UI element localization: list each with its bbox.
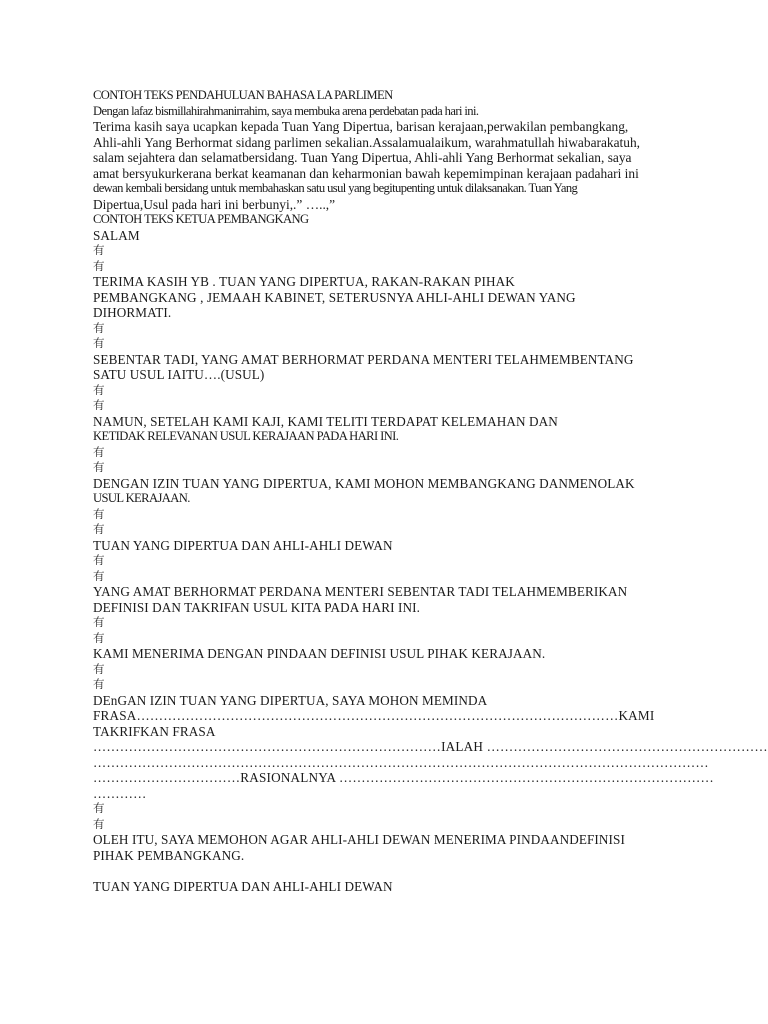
document-page: [93, 88, 768, 894]
marker-glyph: 有: [93, 677, 105, 691]
marker-glyph: 有: [93, 258, 105, 273]
para-8-line-5: …………………………………………………………………………………………………………………………: [93, 754, 709, 770]
para-2-line-1: SEBENTAR TADI, YANG AMAT BERHORMAT PERDANA MENTERI TELAHMEMBENTANG: [93, 351, 634, 367]
intro-line-7: Dipertua,Usul pada hari ini berbunyi,.” …..,”: [93, 196, 336, 212]
para-1-line-1: TERIMA KASIH YB . TUAN YANG DIPERTUA, RAKAN-RAKAN PIHAK: [93, 274, 515, 289]
intro-line-2: Terima kasih saya ucapkan kepada Tuan Yang Dipertua, barisan kerajaan,perwakilan pembangkang,: [93, 119, 629, 134]
para-7-line-1: KAMI MENERIMA DENGAN PINDAAN DEFINISI USUL PIHAK KERAJAAN.: [93, 646, 546, 661]
para-8-line-1: DEnGAN IZIN TUAN YANG DIPERTUA, SAYA MOHON MEMINDA: [93, 692, 488, 708]
para-6-line-1: YANG AMAT BERHORMAT PERDANA MENTERI SEBENTAR TADI TELAHMEMBERIKAN: [93, 584, 628, 599]
marker-glyph: 有: [93, 398, 105, 412]
para-9-line-2: PIHAK PEMBANGKANG.: [93, 847, 245, 863]
para-8-line-2: FRASA………………………………………………………………………………………………KAMI: [93, 708, 655, 723]
marker-glyph: 有: [93, 382, 105, 397]
marker-glyph: 有: [93, 243, 105, 257]
marker-glyph: 有: [93, 801, 105, 815]
para-1-line-2: PEMBANGKANG , JEMAAH KABINET, SETERUSNYA AHLI-AHLI DEWAN YANG: [93, 289, 576, 305]
heading-intro: CONTOH TEKS PENDAHULUAN BAHASA LA PARLIMEN: [93, 88, 393, 102]
intro-line-5: amat bersyukurkerana berkat keamanan dan keharmonian bawah kepemimpinan kerajaan padahari ini: [93, 165, 639, 181]
marker-glyph: 有: [93, 553, 105, 567]
para-8-line-3: TAKRIFKAN FRASA: [93, 723, 216, 739]
para-2-line-2: SATU USUL IAITU….(USUL): [93, 367, 265, 382]
para-3-line-2: KETIDAK RELEVANAN USUL KERAJAAN PADA HARI INI.: [93, 429, 399, 443]
blank-line: [93, 863, 683, 879]
intro-line-1: Dengan lafaz bismillahirahmanirrahim, saya membuka arena perdebatan pada hari ini.: [93, 103, 479, 118]
marker-glyph: 有: [93, 506, 105, 521]
marker-glyph: 有: [93, 816, 105, 831]
para-3-line-1: NAMUN, SETELAH KAMI KAJI, KAMI TELITI TERDAPAT KELEMAHAN DAN: [93, 413, 558, 429]
marker-glyph: 有: [93, 568, 105, 583]
intro-line-3: Ahli-ahli Yang Berhormat sidang parlimen sekalian.Assalamualaikum, warahmatullah hiwabarakatuh,: [93, 134, 641, 150]
para-4-line-2: USUL KERAJAAN.: [93, 491, 190, 505]
para-4-line-1: DENGAN IZIN TUAN YANG DIPERTUA, KAMI MOHON MEMBANGKANG DANMENOLAK: [93, 475, 635, 491]
para-1-line-3: DIHORMATI.: [93, 305, 172, 320]
marker-glyph: 有: [93, 460, 105, 474]
para-8-line-6: ……………………………RASIONALNYA …………………………………………………………………………: [93, 770, 714, 785]
marker-glyph: 有: [93, 630, 105, 645]
intro-line-4: salam sejahtera dan selamatbersidang. Tuan Yang Dipertua, Ahli-ahli Yang Berhormat sekalian, saya: [93, 150, 632, 165]
marker-glyph: 有: [93, 336, 105, 350]
marker-glyph: 有: [93, 661, 105, 676]
para-8-line-4: ……………………………………………………………………IALAH ………………………………………………………: [93, 739, 768, 754]
marker-glyph: 有: [93, 444, 105, 459]
para-6-line-2: DEFINISI DAN TAKRIFAN USUL KITA PADA HARI INI.: [93, 599, 421, 615]
salam: SALAM: [93, 227, 140, 243]
heading-opposition: CONTOH TEKS KETUA PEMBANGKANG: [93, 212, 309, 226]
closing-line: TUAN YANG DIPERTUA DAN AHLI-AHLI DEWAN: [93, 878, 393, 894]
para-5-line-1: TUAN YANG DIPERTUA DAN AHLI-AHLI DEWAN: [93, 537, 393, 553]
intro-line-6: dewan kembali bersidang untuk membahaskan satu usul yang begitupenting untuk dilaksanakan. Tuan Yang: [93, 181, 578, 195]
marker-glyph: 有: [93, 522, 105, 536]
marker-glyph: 有: [93, 615, 105, 629]
marker-glyph: 有: [93, 320, 105, 335]
para-9-line-1: OLEH ITU, SAYA MEMOHON AGAR AHLI-AHLI DEWAN MENERIMA PINDAANDEFINISI: [93, 832, 625, 847]
para-8-line-7: …………: [93, 785, 147, 801]
